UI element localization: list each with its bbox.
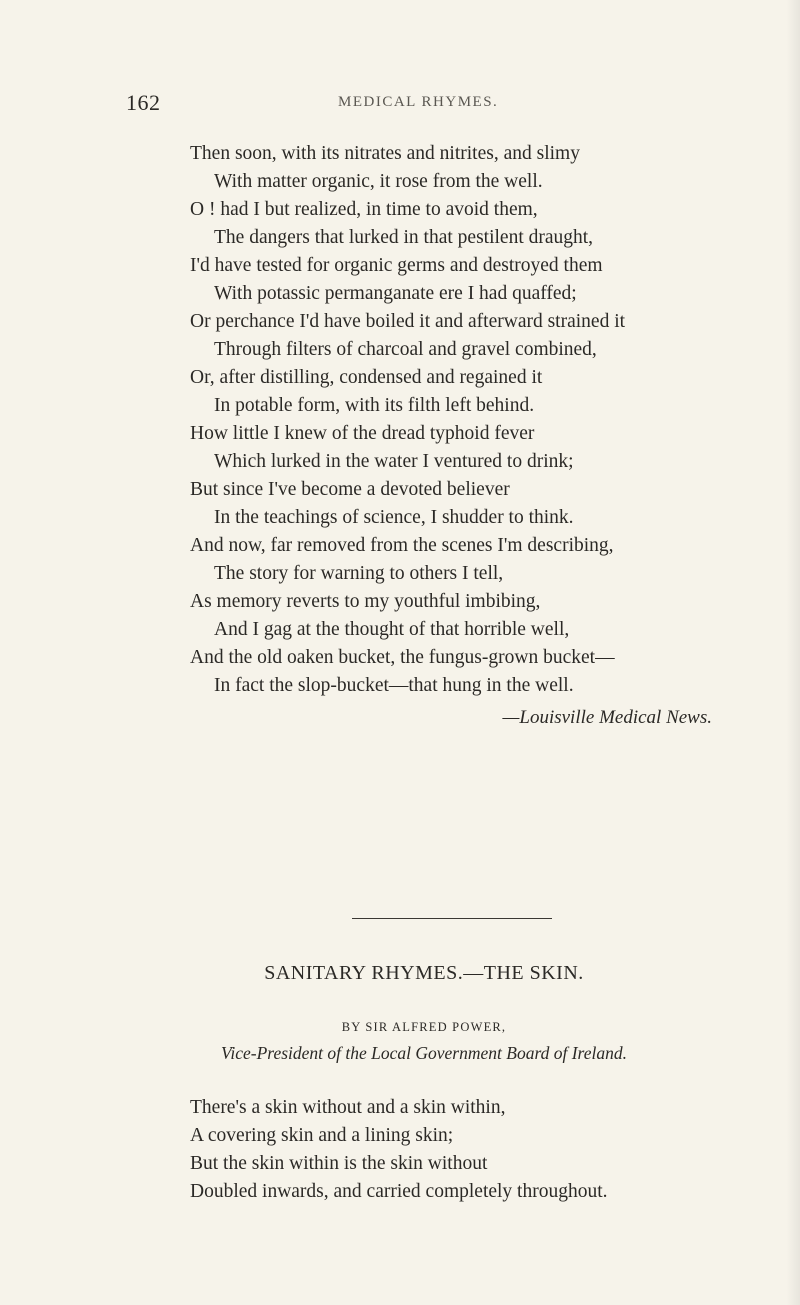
poem-line: O ! had I but realized, in time to avoid them, <box>190 199 538 220</box>
poem-line: Or perchance I'd have boiled it and afterward strained it <box>190 311 626 332</box>
section-title: SANITARY RHYMES.—THE SKIN. <box>264 962 584 984</box>
poem-line: As memory reverts to my youthful imbibing, <box>190 591 541 612</box>
section-divider <box>352 918 552 919</box>
poem-line: And the old oaken bucket, the fungus-grown bucket— <box>190 647 615 668</box>
byline: BY SIR ALFRED POWER, <box>341 1020 507 1034</box>
poem-2 <box>190 1094 750 1206</box>
poem-line: Then soon, with its nitrates and nitrites, and slimy <box>190 143 580 164</box>
attribution-block <box>190 704 750 732</box>
poem-line: There's a skin without and a skin within, <box>190 1097 506 1118</box>
poem-line: In fact the slop-bucket—that hung in the well. <box>214 675 574 696</box>
poem-line: Which lurked in the water I ventured to drink; <box>214 451 574 472</box>
poem-line: With potassic permanganate ere I had quaffed; <box>214 283 577 304</box>
poem-line: And I gag at the thought of that horrible well, <box>214 619 570 640</box>
poem-line: In the teachings of science, I shudder to think. <box>214 507 574 528</box>
poem-line: The story for warning to others I tell, <box>214 563 504 584</box>
running-title: MEDICAL RHYMES. <box>338 94 499 110</box>
poem-line: The dangers that lurked in that pestilent draught, <box>214 227 594 248</box>
poem-stanza-1 <box>190 140 750 420</box>
running-head <box>126 90 726 120</box>
poem-line: And now, far removed from the scenes I'm describing, <box>190 535 614 556</box>
poem-line: A covering skin and a lining skin; <box>190 1125 454 1146</box>
page-number: 162 <box>126 90 161 115</box>
poem-line: Or, after distilling, condensed and regained it <box>190 367 543 388</box>
poem-line: I'd have tested for organic germs and destroyed them <box>190 255 603 276</box>
attribution: —Louisville Medical News. <box>502 707 712 728</box>
poem-line: Doubled inwards, and carried completely throughout. <box>190 1181 608 1202</box>
affiliation: Vice-President of the Local Government Board of Ireland. <box>221 1043 627 1063</box>
poem-line: But since I've become a devoted believer <box>190 479 510 500</box>
page-edge-shadow <box>786 0 800 1305</box>
poem-line: But the skin within is the skin without <box>190 1153 488 1174</box>
poem-line: How little I knew of the dread typhoid fever <box>190 423 535 444</box>
poem-line: With matter organic, it rose from the well. <box>214 171 543 192</box>
poem-line: In potable form, with its filth left behind. <box>214 395 535 416</box>
poem-line: Through filters of charcoal and gravel combined, <box>214 339 597 360</box>
poem-stanza-2 <box>190 420 750 700</box>
